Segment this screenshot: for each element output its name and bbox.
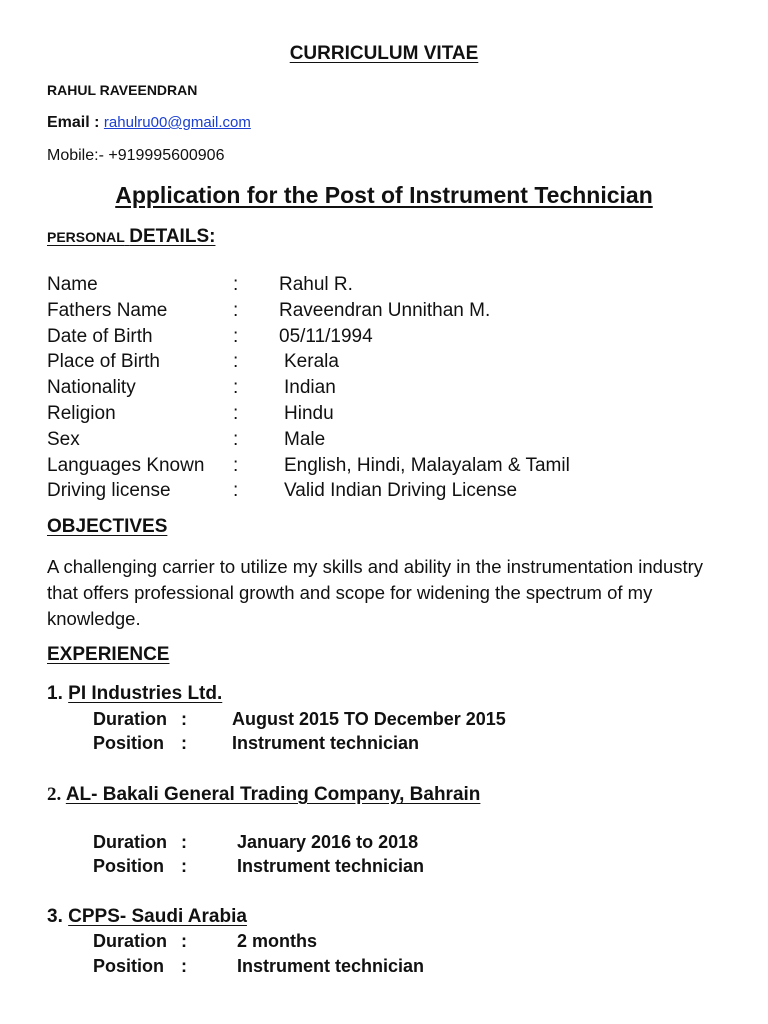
detail-row-date-of-birth [47, 324, 727, 350]
duration-label: Duration [93, 709, 167, 729]
detail-value: Male [284, 428, 326, 450]
job-company: PI Industries Ltd. [68, 683, 223, 704]
detail-value: Valid Indian Driving License [284, 480, 518, 502]
detail-row-languages [47, 453, 727, 479]
experience-heading: EXPERIENCE [47, 644, 170, 665]
detail-label: Date of Birth [47, 325, 153, 347]
position-label: Position [93, 956, 164, 976]
email-link[interactable]: rahulru00@gmail.com [103, 114, 251, 131]
detail-value: English, Hindi, Malayalam & Tamil [284, 454, 570, 476]
job-number: 3. [47, 906, 63, 927]
detail-value: Raveendran Unnithan M. [279, 299, 491, 321]
personal-heading-big: DETAILS: [129, 226, 216, 247]
objectives-heading: OBJECTIVES [47, 516, 168, 537]
detail-colon: : [233, 480, 239, 502]
duration-value: August 2015 TO December 2015 [232, 709, 506, 729]
detail-label: Name [47, 274, 98, 295]
detail-label: Driving license [47, 480, 171, 502]
detail-value: 05/11/1994 [279, 325, 373, 347]
detail-label: Nationality [47, 377, 136, 399]
objectives-text: A challenging carrier to utilize my skills and ability in the instrumentation industry that offers professional growth and scope for widening the spectrum of my knowledge. [47, 556, 704, 629]
detail-label: Place of Birth [47, 351, 160, 373]
job-title-2 [47, 784, 480, 806]
detail-colon: : [233, 351, 239, 373]
job-title-1 [47, 683, 222, 705]
position-colon: : [181, 733, 187, 753]
email-line [47, 114, 251, 132]
detail-colon: : [233, 428, 239, 450]
email-label: Email : [47, 114, 100, 131]
detail-label: Fathers Name [47, 299, 168, 321]
position-label: Position [93, 856, 164, 876]
detail-value: Kerala [284, 351, 339, 373]
detail-colon: : [233, 454, 239, 476]
detail-row-fathers-name [47, 298, 727, 324]
position-value: Instrument technician [237, 956, 425, 976]
detail-row-religion [47, 401, 727, 427]
detail-row-nationality [47, 375, 727, 401]
duration-colon: : [181, 709, 187, 729]
detail-colon: : [233, 377, 239, 399]
duration-colon: : [181, 832, 187, 852]
detail-value: Indian [284, 377, 336, 399]
job-company: AL- Bakali General Trading Company, Bahrain [65, 784, 481, 805]
duration-label: Duration [93, 832, 167, 852]
position-value: Instrument technician [237, 856, 425, 876]
job-number: 1. [47, 683, 63, 704]
detail-value: Hindu [284, 402, 334, 424]
duration-value: 2 months [237, 931, 318, 951]
job-title-3 [47, 906, 247, 928]
candidate-name: RAHUL RAVEENDRAN [47, 82, 198, 98]
application-title: Application for the Post of Instrument Technician [115, 182, 653, 208]
document-title: CURRICULUM VITAE [289, 43, 479, 64]
detail-row-place-of-birth [47, 349, 727, 375]
detail-colon: : [233, 274, 239, 295]
duration-value: January 2016 to 2018 [237, 832, 419, 852]
duration-label: Duration [93, 931, 167, 951]
position-colon: : [181, 956, 187, 976]
mobile-line: Mobile:- +919995600906 [47, 147, 225, 164]
duration-colon: : [181, 931, 187, 951]
position-colon: : [181, 856, 187, 876]
detail-colon: : [233, 402, 239, 424]
position-value: Instrument technician [232, 733, 420, 753]
detail-label: Religion [47, 402, 116, 424]
detail-row-driving-license [47, 478, 727, 504]
position-label: Position [93, 733, 164, 753]
detail-row-name [47, 272, 727, 298]
job-company: CPPS- Saudi Arabia [68, 906, 247, 927]
personal-details-list [47, 272, 727, 504]
detail-label: Languages Known [47, 454, 205, 476]
detail-colon: : [233, 299, 239, 321]
personal-heading-small: PERSONAL [47, 229, 125, 245]
detail-colon: : [233, 325, 239, 347]
detail-label: Sex [47, 428, 80, 450]
detail-value: Rahul R. [279, 274, 353, 295]
personal-details-heading [47, 226, 215, 248]
detail-row-sex [47, 427, 727, 453]
job-number: 2. [47, 784, 62, 805]
